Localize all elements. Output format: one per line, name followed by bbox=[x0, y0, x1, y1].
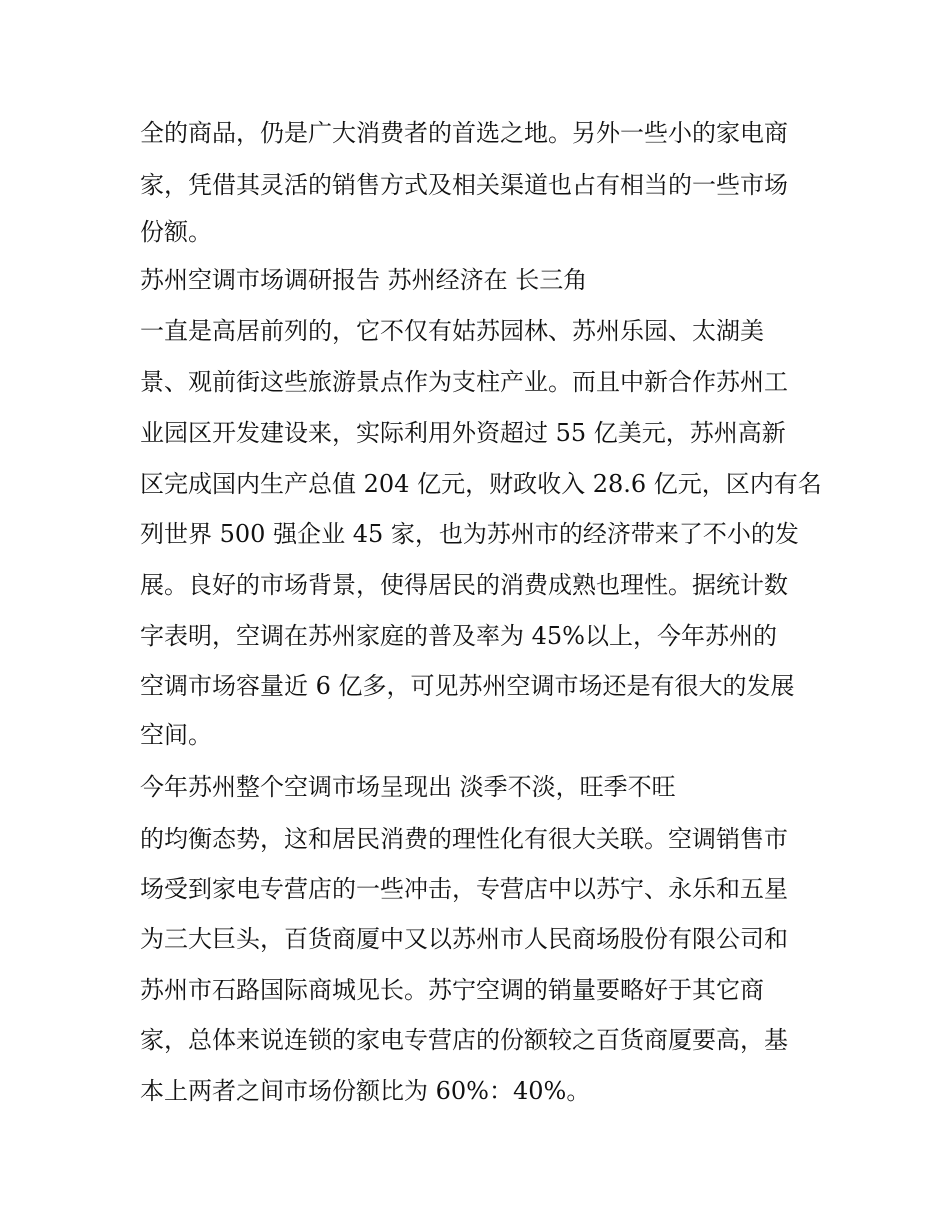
text-line: 份额。 bbox=[140, 218, 212, 246]
text-line: 全的商品，仍是广大消费者的首选之地。另外一些小的家电商 bbox=[140, 119, 788, 147]
text-line: 空间。 bbox=[140, 721, 212, 749]
text-line: 列世界 500 强企业 45 家，也为苏州市的经济带来了不小的发 bbox=[140, 520, 799, 548]
text-line: 的均衡态势，这和居民消费的理性化有很大关联。空调销售市 bbox=[140, 825, 788, 853]
text-line: 今年苏州整个空调市场呈现出 淡季不淡，旺季不旺 bbox=[140, 773, 676, 801]
text-line: 展。良好的市场背景，使得居民的消费成熟也理性。据统计数 bbox=[140, 571, 788, 599]
text-line: 为三大巨头，百货商厦中又以苏州市人民商场股份有限公司和 bbox=[140, 925, 788, 953]
section-heading-line: 苏州空调市场调研报告 苏州经济在 长三角 bbox=[140, 266, 588, 294]
text-line: 家，总体来说连锁的家电专营店的份额较之百货商厦要高，基 bbox=[140, 1026, 788, 1054]
text-line: 本上两者之间市场份额比为 60%：40%。 bbox=[140, 1077, 591, 1105]
text-line: 景、观前街这些旅游景点作为支柱产业。而且中新合作苏州工 bbox=[140, 368, 788, 396]
text-line: 苏州市石路国际商城见长。苏宁空调的销量要略好于其它商 bbox=[140, 976, 764, 1004]
text-line: 场受到家电专营店的一些冲击，专营店中以苏宁、永乐和五星 bbox=[140, 875, 788, 903]
text-line: 一直是高居前列的，它不仅有姑苏园林、苏州乐园、太湖美 bbox=[140, 317, 764, 345]
text-line: 业园区开发建设来，实际利用外资超过 55 亿美元，苏州高新 bbox=[140, 419, 786, 447]
text-line: 字表明，空调在苏州家庭的普及率为 45%以上，今年苏州的 bbox=[140, 622, 777, 650]
text-line: 家，凭借其灵活的销售方式及相关渠道也占有相当的一些市场 bbox=[140, 171, 788, 199]
text-line: 空调市场容量近 6 亿多，可见苏州空调市场还是有很大的发展 bbox=[140, 672, 795, 700]
text-line: 区完成国内生产总值 204 亿元，财政收入 28.6 亿元，区内有名 bbox=[140, 470, 822, 498]
